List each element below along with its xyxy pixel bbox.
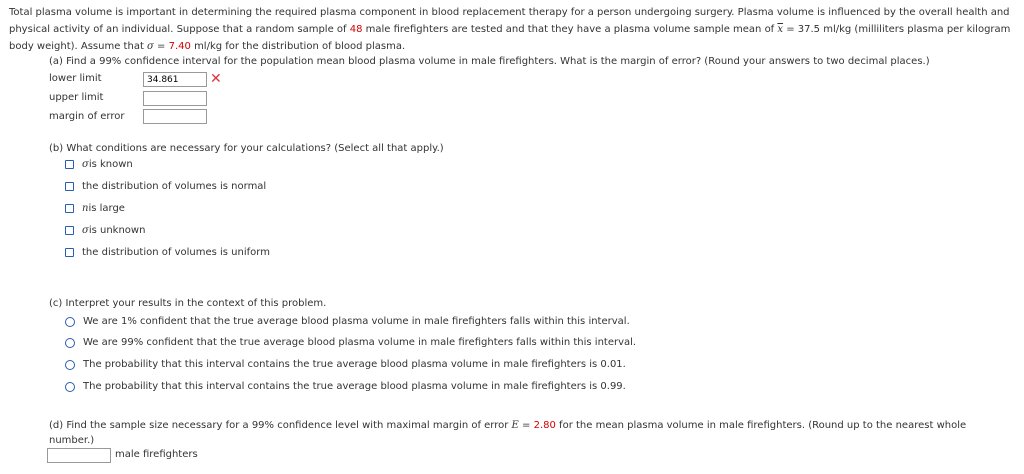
option-c-2[interactable]: We are 99% confident that the true average blood plasma volume in male firefighters falls within this interval.	[65, 337, 636, 348]
lower-limit-input[interactable]	[143, 72, 207, 87]
xbar-symbol: $\overline{x}$	[777, 24, 784, 35]
checkbox[interactable]	[65, 182, 74, 191]
part-d-question: (d) Find the sample size necessary for a 99% confidence level with maximal margin of error E = 2.80 for the mean plasma volume in male firefighters. (Round up to the nearest whole number.)	[49, 420, 967, 446]
sample-size-unit: male firefighters	[115, 449, 198, 460]
sigma-symbol: σ	[147, 41, 154, 52]
upper-limit-label: upper limit	[49, 92, 104, 103]
margin-of-error-input[interactable]	[143, 109, 207, 124]
option-normal-distribution[interactable]: the distribution of volumes is normal	[65, 181, 266, 192]
option-c-4[interactable]: The probability that this interval contains the true average blood plasma volume in male firefighters is 0.99.	[65, 381, 626, 392]
lower-limit-label: lower limit	[49, 73, 102, 84]
checkbox[interactable]	[65, 248, 74, 257]
part-b-question: (b) What conditions are necessary for your calculations? (Select all that apply.)	[49, 143, 444, 154]
incorrect-icon: ✕	[210, 71, 222, 87]
option-sigma-unknown[interactable]: σ is unknown	[65, 225, 145, 236]
sample-size-input[interactable]	[47, 448, 111, 463]
radio-button[interactable]	[65, 317, 75, 327]
sigma-value: 7.40	[168, 41, 191, 52]
option-sigma-known[interactable]: σ is known	[65, 159, 133, 170]
option-n-large[interactable]: n is large	[65, 203, 125, 214]
option-uniform-distribution[interactable]: the distribution of volumes is uniform	[65, 247, 270, 258]
radio-button[interactable]	[65, 338, 75, 348]
margin-of-error-label: margin of error	[49, 111, 125, 122]
radio-button[interactable]	[65, 360, 75, 370]
checkbox[interactable]	[65, 160, 74, 169]
checkbox[interactable]	[65, 204, 74, 213]
option-c-3[interactable]: The probability that this interval contains the true average blood plasma volume in male firefighters is 0.01.	[65, 359, 626, 370]
checkbox[interactable]	[65, 226, 74, 235]
radio-button[interactable]	[65, 382, 75, 392]
problem-statement: Total plasma volume is important in determining the required plasma component in blood replacement therapy for a person undergoing surgery. Plasma volume is influenced by the overall health and physical activity of an individual. Suppose that a random sample of 48 male firefighters are tested and that they have a plasma volume sample mean of $\overline{x} = 37.5$ ml/kg (milliliters plasma per kilogram body weight). Assume that σ = 7.40 ml/kg for the distribution of blood plasma.	[9, 7, 1011, 52]
option-c-1[interactable]: We are 1% confident that the true average blood plasma volume in male firefighters falls within this interval.	[65, 316, 630, 327]
part-a-question: (a) Find a 99% confidence interval for the population mean blood plasma volume in male firefighters. What is the margin of error? (Round your answers to two decimal places.)	[49, 56, 930, 67]
sample-size: 48	[349, 24, 363, 35]
upper-limit-input[interactable]	[143, 91, 207, 106]
margin-value: 2.80	[533, 420, 556, 431]
part-c-question: (c) Interpret your results in the context of this problem.	[49, 298, 327, 309]
